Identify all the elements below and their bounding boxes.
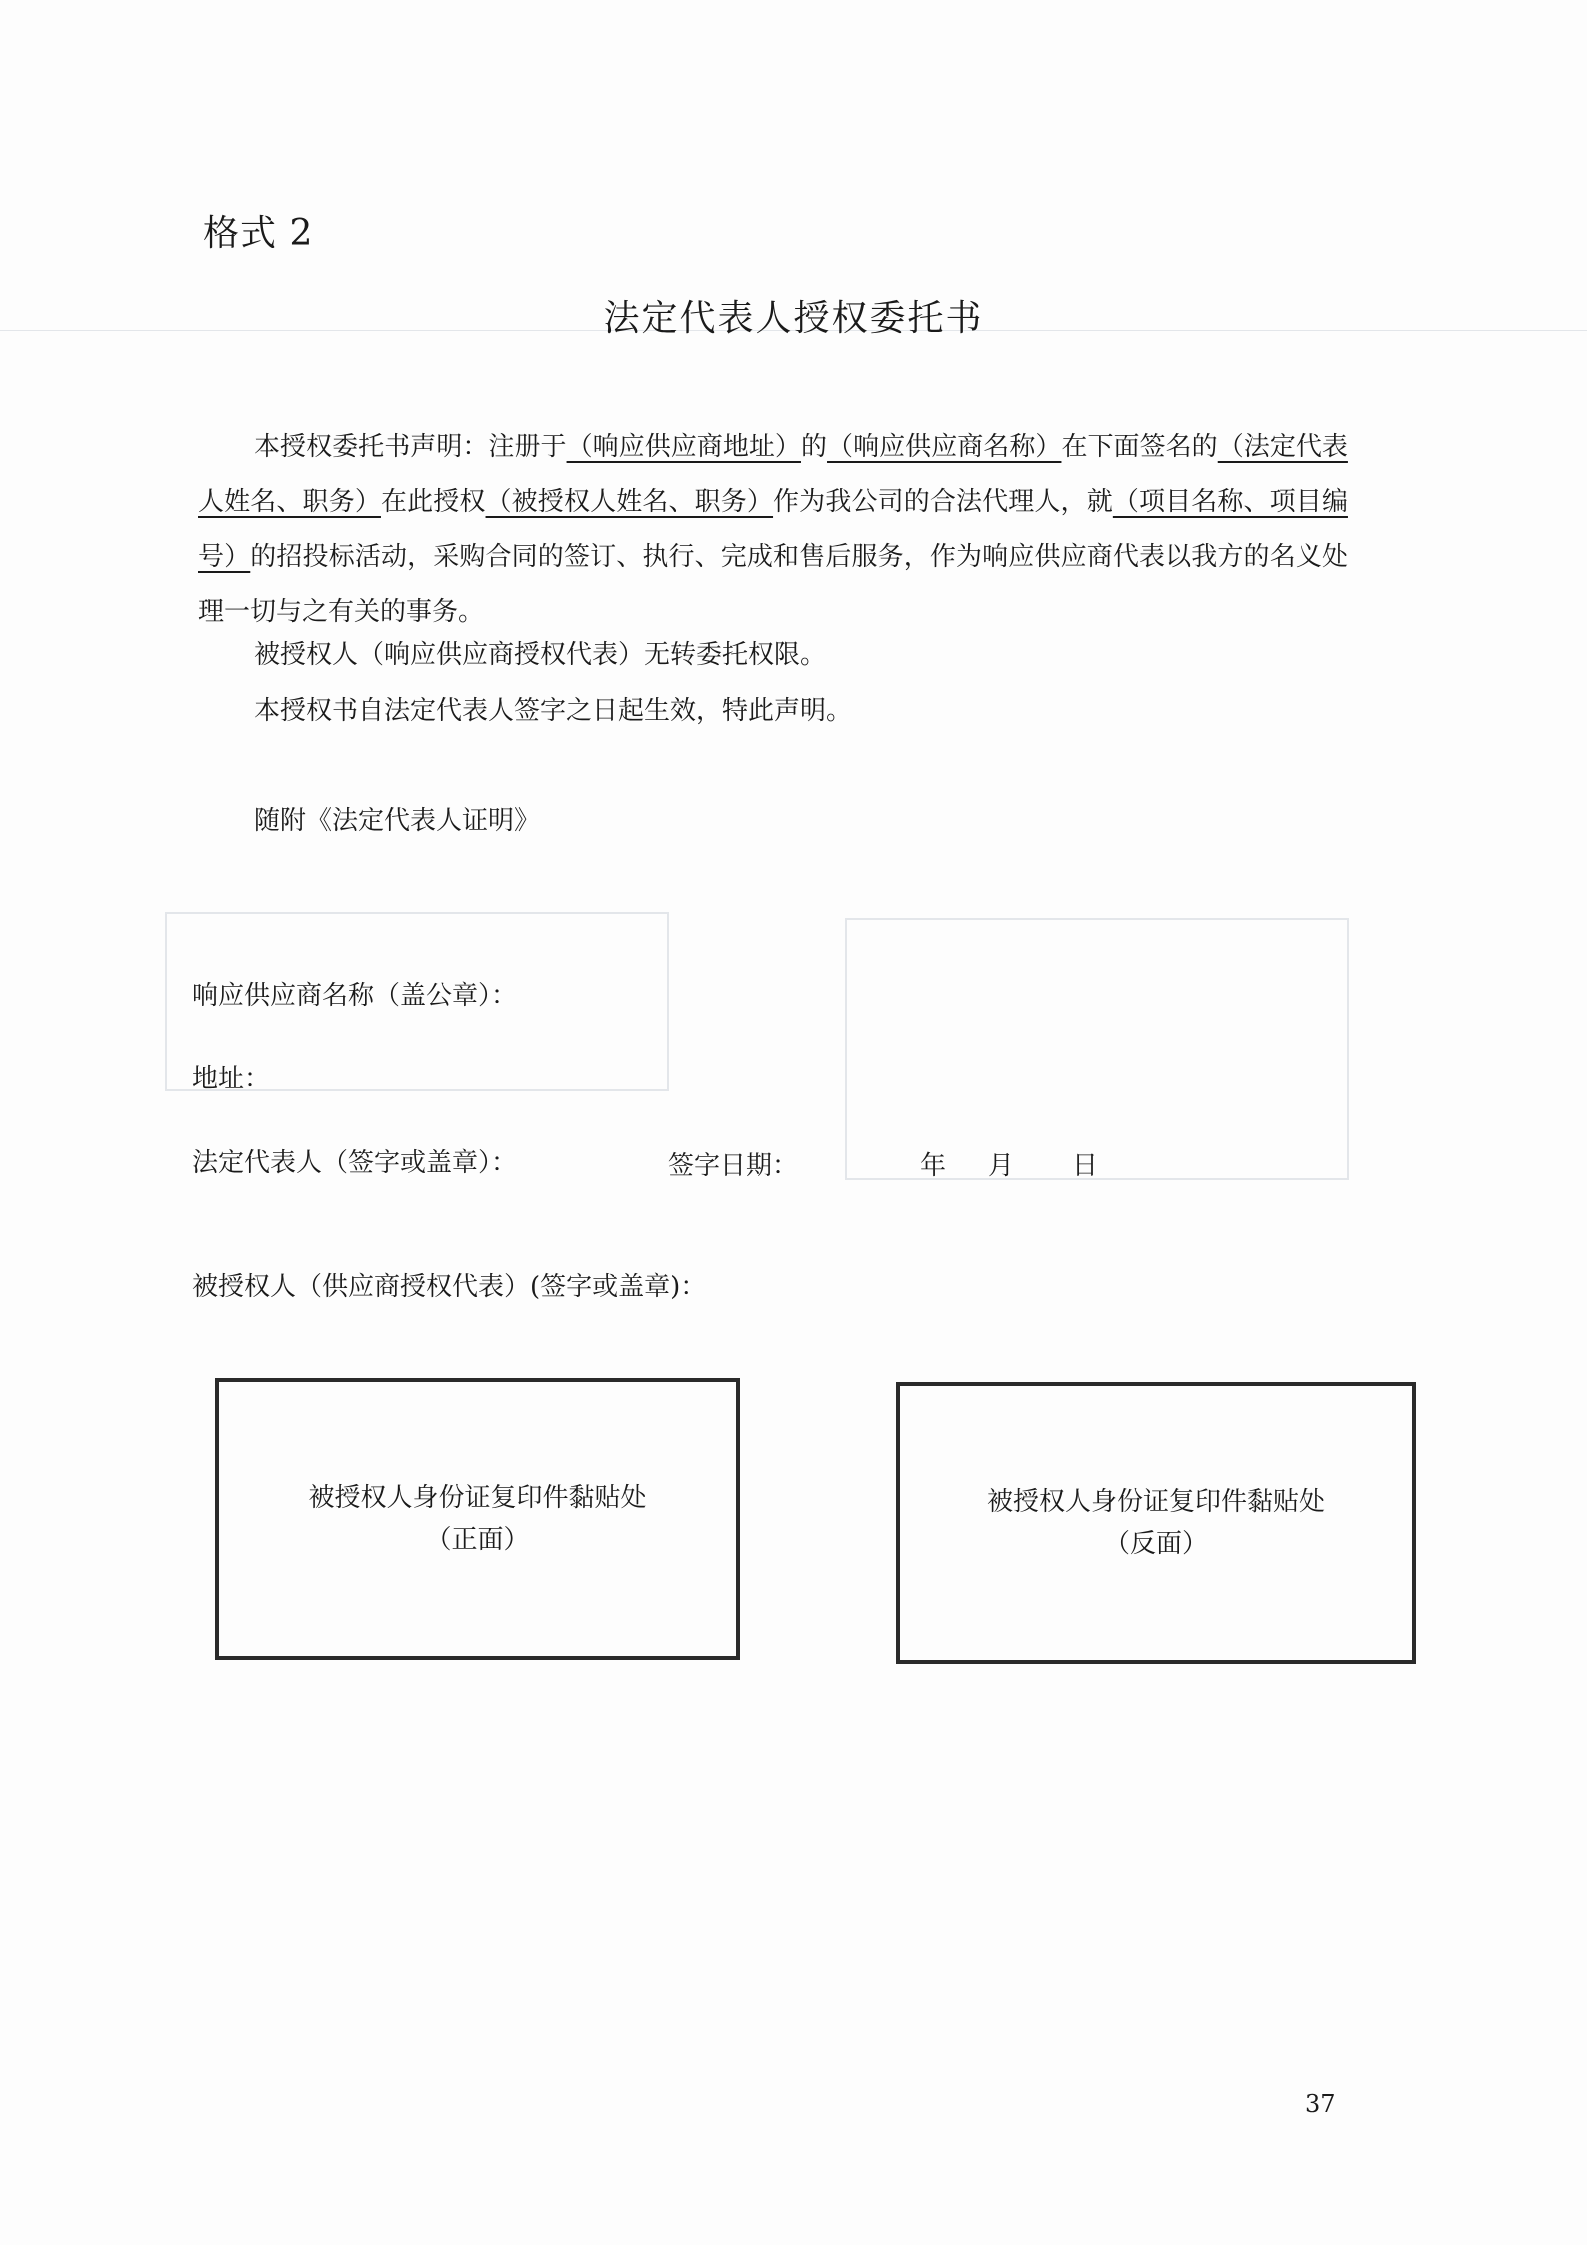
no-transfer-statement: 被授权人（响应供应商授权代表）无转委托权限。 [254, 640, 827, 670]
attachment-note: 随附《法定代表人证明》 [254, 806, 541, 836]
id-card-back-box [896, 1382, 1416, 1664]
page-number: 37 [1305, 2090, 1336, 2118]
date-month: 月 [988, 1151, 1015, 1181]
declaration-lead: 本授权委托书声明：注册于 [254, 432, 567, 462]
effective-statement: 本授权书自法定代表人签字之日起生效，特此声明。 [254, 696, 853, 726]
declaration-mid1: 在下面签名的 [1061, 432, 1218, 462]
declaration-paragraph [198, 420, 1348, 640]
supplier-name-seal-label: 响应供应商名称（盖公章）： [192, 981, 518, 1011]
id-card-front-box [215, 1378, 740, 1660]
authorized-signature-label: 被授权人（供应商授权代表）(签字或盖章)： [192, 1272, 707, 1302]
format-label: 格式 2 [203, 213, 314, 254]
date-year: 年 [920, 1151, 947, 1181]
date-day: 日 [1072, 1151, 1099, 1181]
declaration-de: 的 [800, 432, 828, 462]
declaration-mid2: 在此授权 [380, 487, 486, 517]
address-label: 地址： [192, 1064, 271, 1094]
legal-rep-placeholder: （法定代表人姓名、职务） [198, 432, 1348, 517]
id-card-front-title: 被授权人身份证复印件黏贴处 [308, 1483, 647, 1513]
address-placeholder: （响应供应商地址） [566, 432, 801, 462]
project-placeholder: （项目名称、项目编号） [198, 487, 1348, 572]
sign-date-label: 签字日期： [668, 1151, 799, 1181]
declaration-tail: 的招投标活动，采购合同的签订、执行、完成和售后服务，作为响应供应商代表以我方的名义处理一切与之有关的事务。 [198, 542, 1348, 627]
document-title: 法定代表人授权委托书 [603, 298, 984, 339]
authorized-placeholder: （被授权人姓名、职务） [485, 487, 774, 517]
declaration-mid3: 作为我公司的合法代理人，就 [773, 487, 1113, 517]
legal-rep-signature-label: 法定代表人（签字或盖章）： [192, 1148, 518, 1178]
id-card-back-side: （反面） [1103, 1529, 1208, 1559]
supplier-name-placeholder: （响应供应商名称） [827, 432, 1062, 462]
bleed-through-box-right [845, 918, 1349, 1180]
id-card-back-title: 被授权人身份证复印件黏贴处 [986, 1487, 1325, 1517]
id-card-front-side: （正面） [425, 1525, 530, 1555]
